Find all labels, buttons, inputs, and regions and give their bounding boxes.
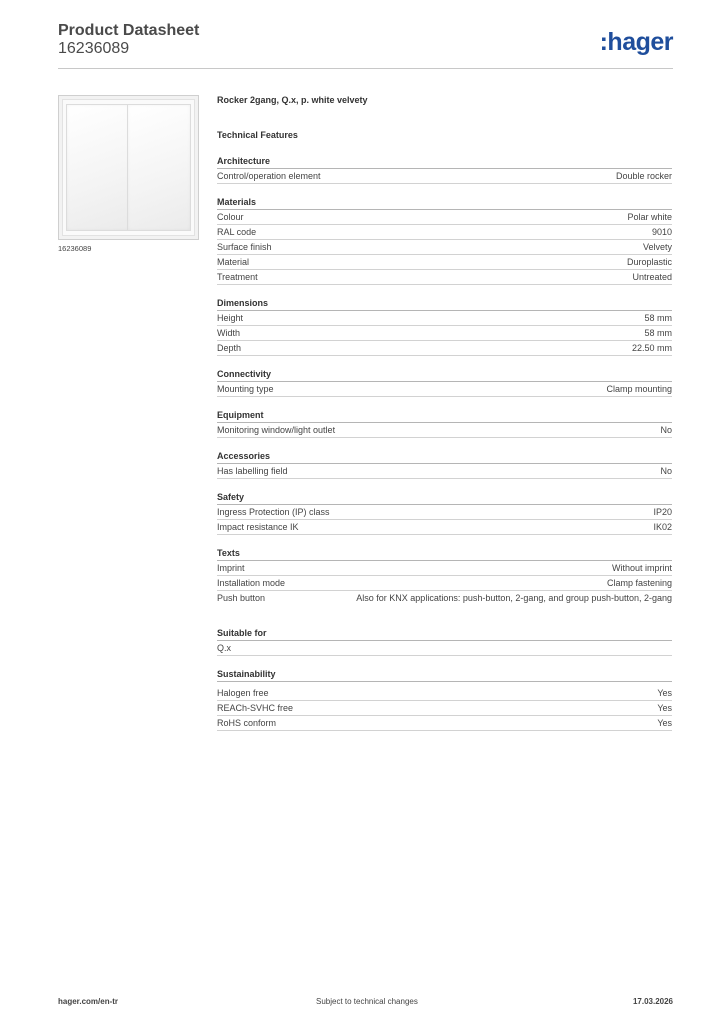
spec-row (217, 326, 672, 341)
spec-value: No (660, 425, 672, 435)
section-safety (217, 491, 672, 535)
spec-row (217, 311, 672, 326)
spec-value: Clamp mounting (606, 384, 672, 394)
section-title: Texts (217, 547, 672, 561)
spec-label: Monitoring window/light outlet (217, 425, 336, 435)
spec-row (217, 641, 672, 656)
spec-label: Treatment (217, 272, 258, 282)
spec-value: 58 mm (644, 313, 672, 323)
section-sustainability (217, 668, 672, 731)
spec-content (217, 95, 672, 743)
rocker-right (127, 104, 191, 231)
spec-row (217, 701, 672, 716)
spec-label: Height (217, 313, 244, 323)
spec-row (217, 561, 672, 576)
spec-value: Yes (657, 718, 672, 728)
website-link[interactable]: hager.com/en-tr (58, 997, 119, 1006)
spec-value: Yes (657, 688, 672, 698)
spec-row (217, 240, 672, 255)
spec-value: Untreated (632, 272, 672, 282)
section-title: Connectivity (217, 368, 672, 382)
spec-value: 22.50 mm (631, 343, 672, 353)
spec-label: RoHS conform (217, 718, 277, 728)
spec-label: Control/operation element (217, 171, 321, 181)
spec-value: Velvety (642, 242, 672, 252)
section-suitable-for (217, 627, 672, 656)
section-title: Equipment (217, 409, 672, 423)
footer-date: 17.03.2026 (632, 997, 673, 1006)
spec-label: Ingress Protection (IP) class (217, 507, 330, 517)
spec-row (217, 210, 672, 225)
spec-value: 58 mm (644, 328, 672, 338)
spec-label: Impact resistance IK (217, 522, 299, 532)
spec-row (217, 576, 672, 591)
spec-value: 9010 (651, 227, 672, 237)
section-dimensions (217, 297, 672, 356)
spec-label: REACh-SVHC free (217, 703, 294, 713)
spec-value: IP20 (653, 507, 672, 517)
spec-row (217, 716, 672, 731)
spec-value: Clamp fastening (606, 578, 672, 588)
product-number: 16236089 (58, 40, 130, 57)
page-header (58, 22, 673, 69)
image-caption: 16236089 (58, 244, 92, 253)
spec-value: Polar white (627, 212, 672, 222)
spec-label: Material (217, 257, 250, 267)
spec-row (217, 169, 672, 184)
spec-label: Push button (217, 593, 266, 603)
spec-row (217, 686, 672, 701)
spec-row (217, 520, 672, 535)
product-image (58, 95, 199, 240)
spec-label: Imprint (217, 563, 245, 573)
section-title: Sustainability (217, 668, 672, 682)
spec-row (217, 382, 672, 397)
spec-label: Depth (217, 343, 242, 353)
spec-label: RAL code (217, 227, 257, 237)
section-connectivity (217, 368, 672, 397)
rocker-frame (62, 99, 195, 236)
footer-note: Subject to technical changes (316, 997, 418, 1006)
section-accessories (217, 450, 672, 479)
spec-value: Without imprint (611, 563, 672, 573)
spec-value: Yes (657, 703, 672, 713)
section-title: Architecture (217, 155, 672, 169)
spec-label: Halogen free (217, 688, 269, 698)
spec-value: IK02 (653, 522, 672, 532)
section-materials (217, 196, 672, 285)
section-title: Suitable for (217, 627, 672, 641)
spec-label: Width (217, 328, 241, 338)
section-title: Materials (217, 196, 672, 210)
spec-row (217, 255, 672, 270)
section-title: Dimensions (217, 297, 672, 311)
spec-label: Installation mode (217, 578, 286, 588)
rocker-left (66, 104, 130, 231)
spec-row (217, 270, 672, 285)
spec-label: Colour (217, 212, 244, 222)
spec-label: Surface finish (217, 242, 272, 252)
spec-label: Has labelling field (217, 466, 288, 476)
section-texts (217, 547, 672, 605)
spec-row (217, 423, 672, 438)
spec-label: Q.x (217, 643, 232, 653)
spec-value: Double rocker (615, 171, 672, 181)
spec-row (217, 225, 672, 240)
spec-value: Also for KNX applications: push-button, 2-gang, and group push-button, 2-gang (356, 593, 672, 603)
product-name: Rocker 2gang, Q.x, p. white velvety (217, 95, 368, 105)
section-architecture (217, 155, 672, 184)
section-title: Safety (217, 491, 672, 505)
technical-features-heading: Technical Features (217, 130, 298, 140)
spec-value: No (660, 466, 672, 476)
spec-label: Mounting type (217, 384, 274, 394)
section-title: Accessories (217, 450, 672, 464)
document-title: Product Datasheet (58, 22, 200, 39)
spec-value: Duroplastic (626, 257, 672, 267)
hager-logo: :hager (599, 28, 673, 56)
spec-row (217, 464, 672, 479)
spec-row (217, 341, 672, 356)
spec-row (217, 591, 672, 605)
spec-row (217, 505, 672, 520)
section-equipment (217, 409, 672, 438)
